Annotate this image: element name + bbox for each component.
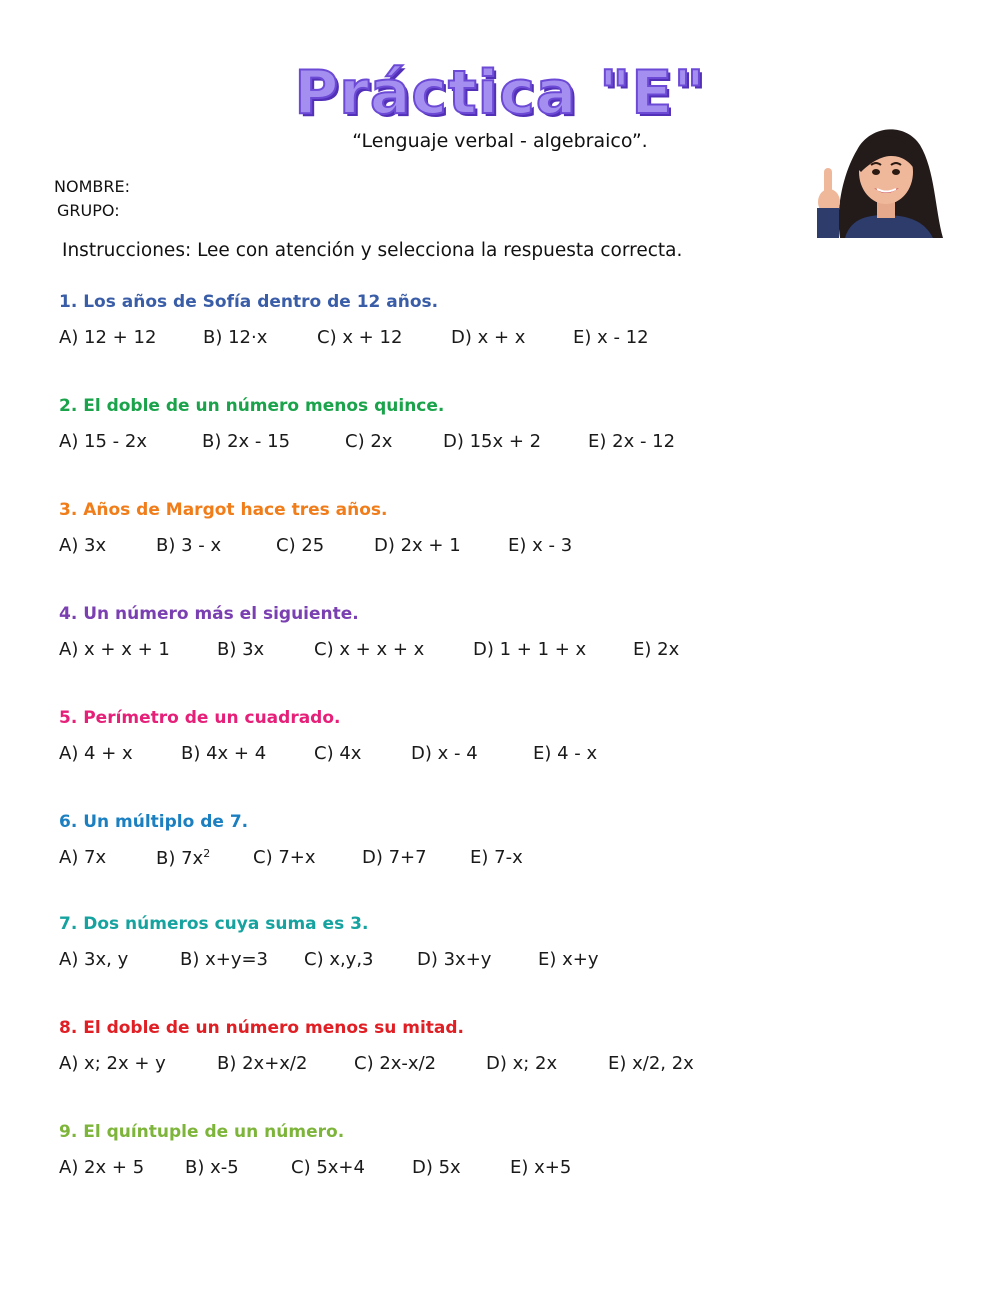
q6-option-a[interactable]: A) 7x (59, 847, 107, 868)
q6-option-d[interactable]: D) 7+7 (362, 847, 427, 868)
q3-option-e[interactable]: E) x - 3 (508, 535, 573, 556)
question-9-text: 9. El quíntuple de un número. (59, 1122, 345, 1142)
q9-option-c[interactable]: C) 5x+4 (291, 1157, 365, 1178)
q8-option-c[interactable]: C) 2x-x/2 (354, 1053, 437, 1074)
question-5-text: 5. Perímetro de un cuadrado. (59, 708, 341, 728)
worksheet-title: Práctica "E" (294, 58, 706, 128)
question-3 (59, 500, 959, 559)
question-1-text: 1. Los años de Sofía dentro de 12 años. (59, 292, 439, 312)
q2-option-b[interactable]: B) 2x - 15 (202, 431, 291, 452)
q3-option-b[interactable]: B) 3 - x (156, 535, 222, 556)
question-1 (59, 292, 959, 351)
q8-option-d[interactable]: D) x; 2x (486, 1053, 558, 1074)
q7-option-c[interactable]: C) x,y,3 (304, 949, 374, 970)
q1-option-c[interactable]: C) x + 12 (317, 327, 403, 348)
q6-option-e[interactable]: E) 7-x (470, 847, 523, 868)
question-3-text: 3. Años de Margot hace tres años. (59, 500, 388, 520)
q4-option-c[interactable]: C) x + x + x (314, 639, 425, 660)
name-field-label: NOMBRE: (54, 177, 130, 196)
q6-option-b-superscript: 2 (203, 847, 211, 860)
q1-option-b[interactable]: B) 12·x (203, 327, 268, 348)
q8-option-b[interactable]: B) 2x+x/2 (217, 1053, 308, 1074)
worksheet-subtitle: “Lenguaje verbal - algebraico”. (352, 130, 648, 152)
q1-option-d[interactable]: D) x + x (451, 327, 526, 348)
question-6 (59, 812, 959, 871)
q4-option-a[interactable]: A) x + x + 1 (59, 639, 170, 660)
question-9 (59, 1122, 959, 1181)
question-8-text: 8. El doble de un número menos su mitad. (59, 1018, 464, 1038)
instructions-text: Instrucciones: Lee con atención y selecciona la respuesta correcta. (62, 240, 683, 261)
question-7 (59, 914, 959, 973)
q5-option-d[interactable]: D) x - 4 (411, 743, 478, 764)
q5-option-a[interactable]: A) 4 + x (59, 743, 133, 764)
question-7-text: 7. Dos números cuya suma es 3. (59, 914, 369, 934)
q6-option-b[interactable] (156, 847, 210, 869)
q4-option-b[interactable]: B) 3x (217, 639, 265, 660)
q7-option-a[interactable]: A) 3x, y (59, 949, 129, 970)
q9-option-a[interactable]: A) 2x + 5 (59, 1157, 145, 1178)
q6-option-c[interactable]: C) 7+x (253, 847, 316, 868)
q3-option-a[interactable]: A) 3x (59, 535, 107, 556)
q2-option-c[interactable]: C) 2x (345, 431, 393, 452)
q4-option-e[interactable]: E) 2x (633, 639, 680, 660)
group-field-label: GRUPO: (57, 201, 120, 220)
q9-option-e[interactable]: E) x+5 (510, 1157, 572, 1178)
q5-option-b[interactable]: B) 4x + 4 (181, 743, 267, 764)
teacher-avatar-image (795, 110, 945, 238)
q1-option-a[interactable]: A) 12 + 12 (59, 327, 157, 348)
q4-option-d[interactable]: D) 1 + 1 + x (473, 639, 587, 660)
q8-option-a[interactable]: A) x; 2x + y (59, 1053, 166, 1074)
q2-option-e[interactable]: E) 2x - 12 (588, 431, 676, 452)
question-5 (59, 708, 959, 767)
q3-option-d[interactable]: D) 2x + 1 (374, 535, 461, 556)
q6-option-b-label: B) 7x (156, 848, 204, 869)
question-4-text: 4. Un número más el siguiente. (59, 604, 359, 624)
q5-option-c[interactable]: C) 4x (314, 743, 362, 764)
q3-option-c[interactable]: C) 25 (276, 535, 325, 556)
q7-option-d[interactable]: D) 3x+y (417, 949, 492, 970)
question-2-text: 2. El doble de un número menos quince. (59, 396, 445, 416)
q8-option-e[interactable]: E) x/2, 2x (608, 1053, 694, 1074)
question-8 (59, 1018, 959, 1077)
question-2 (59, 396, 959, 455)
q9-option-d[interactable]: D) 5x (412, 1157, 461, 1178)
q2-option-d[interactable]: D) 15x + 2 (443, 431, 542, 452)
question-6-text: 6. Un múltiplo de 7. (59, 812, 249, 832)
q9-option-b[interactable]: B) x-5 (185, 1157, 239, 1178)
q7-option-b[interactable]: B) x+y=3 (180, 949, 269, 970)
q2-option-a[interactable]: A) 15 - 2x (59, 431, 148, 452)
q7-option-e[interactable]: E) x+y (538, 949, 599, 970)
q5-option-e[interactable]: E) 4 - x (533, 743, 598, 764)
q1-option-e[interactable]: E) x - 12 (573, 327, 649, 348)
question-4 (59, 604, 959, 663)
